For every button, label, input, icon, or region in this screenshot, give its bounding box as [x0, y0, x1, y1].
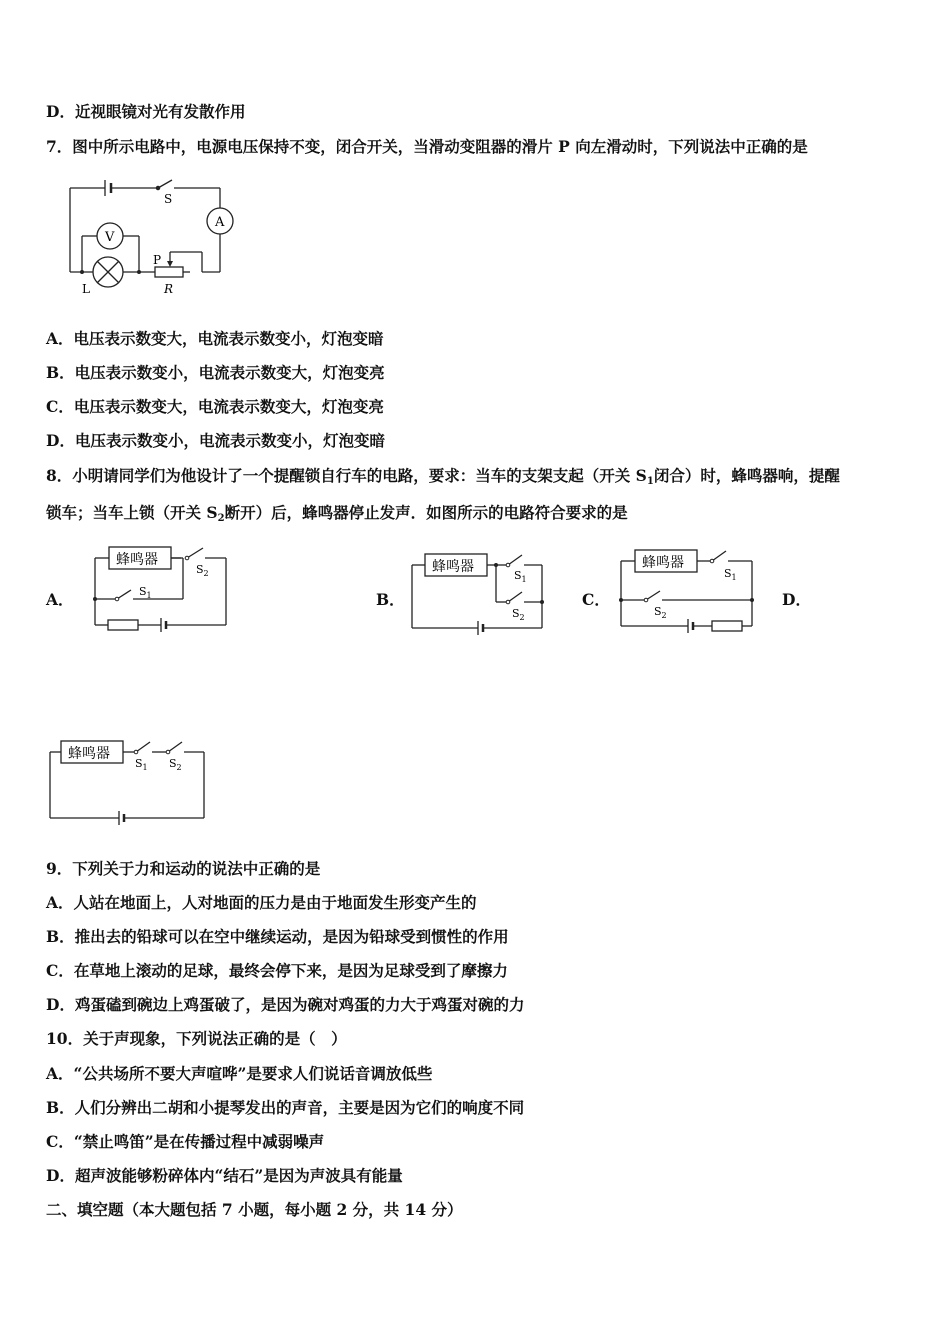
q7-option-a: A．电压表示数变大，电流表示数变小，灯泡变暗 [46, 329, 384, 348]
svg-text:S1: $S_1$ [514, 569, 527, 584]
svg-text:蜂鸣器: 蜂鸣器 [432, 559, 474, 575]
q7-stem: 7．图中所示电路中，电源电压保持不变，闭合开关，当滑动变阻器的滑片 P 向左滑动时，下列说法中正确的是 [46, 137, 808, 156]
svg-text:S1: $S_1$ [139, 585, 152, 600]
q6-option-d: D．近视眼镜对光有发散作用 [46, 102, 246, 121]
q7-label-r: R [164, 282, 174, 296]
q7-label-s: S [164, 192, 173, 206]
q8-circuit-b [408, 545, 548, 640]
q8-option-b-label: B． [376, 590, 405, 609]
q10-option-c: C．“禁止鸣笛”是在传播过程中减弱噪声 [46, 1132, 325, 1151]
q8-circuit-c [616, 543, 761, 638]
q8-option-c-label: C． [582, 590, 610, 609]
q7-option-b: B．电压表示数变小，电流表示数变大，灯泡变亮 [46, 363, 385, 382]
q7-circuit-diagram [60, 172, 250, 302]
q10-option-b: B．人们分辨出二胡和小提琴发出的声音，主要是因为它们的响度不同 [46, 1098, 525, 1117]
q7-label-a: A [215, 215, 225, 230]
q7-label-l: L [82, 282, 90, 296]
q10-stem: 10．关于声现象，下列说法正确的是（ ） [46, 1029, 347, 1048]
q10-option-d: D．超声波能够粉碎体内“结石”是因为声波具有能量 [46, 1166, 403, 1185]
buzzer-label: 蜂鸣器 [116, 552, 158, 568]
svg-text:S1: $S_1$ [724, 567, 737, 582]
svg-text:蜂鸣器: 蜂鸣器 [68, 746, 110, 762]
svg-text:S2: $S_2$ [654, 605, 667, 620]
q8-stem-line1: 8．小明请同学们为他设计了一个提醒锁自行车的电路，要求：当车的支架支起（开关 $S_1$闭合）时，蜂鸣器响，提醒 [46, 466, 840, 487]
q8-circuit-d [46, 735, 216, 830]
q8-circuit-a [85, 542, 235, 637]
svg-text:S2: $S_2$ [169, 757, 182, 772]
svg-text:S1: $S_1$ [135, 757, 148, 772]
q10-option-a: A．“公共场所不要大声喧哗”是要求人们说话音调放低些 [46, 1064, 433, 1083]
q7-label-v: V [105, 230, 115, 245]
q9-stem: 9．下列关于力和运动的说法中正确的是 [46, 859, 321, 878]
section-2-heading: 二、填空题（本大题包括 7 小题，每小题 2 分，共 14 分） [46, 1200, 463, 1219]
svg-text:蜂鸣器: 蜂鸣器 [642, 555, 684, 571]
svg-text:S2: $S_2$ [512, 607, 525, 622]
q8-option-a-label: A． [46, 590, 74, 609]
svg-text:S2: $S_2$ [196, 563, 209, 578]
q8-option-d-label: D． [782, 590, 811, 609]
q9-option-a: A．人站在地面上，人对地面的压力是由于地面发生形变产生的 [46, 893, 477, 912]
q7-option-d: D．电压表示数变小，电流表示数变小，灯泡变暗 [46, 431, 385, 450]
q9-option-d: D．鸡蛋磕到碗边上鸡蛋破了，是因为碗对鸡蛋的力大于鸡蛋对碗的力 [46, 995, 525, 1014]
q9-option-c: C．在草地上滚动的足球，最终会停下来，是因为足球受到了摩擦力 [46, 961, 508, 980]
q8-stem-line2: 锁车；当车上锁（开关 $S_2$断开）后，蜂鸣器停止发声．如图所示的电路符合要求的是 [46, 503, 628, 524]
q7-label-p: P [153, 253, 162, 267]
q7-option-c: C．电压表示数变大，电流表示数变大，灯泡变亮 [46, 397, 384, 416]
q9-option-b: B．推出去的铅球可以在空中继续运动，是因为铅球受到惯性的作用 [46, 927, 509, 946]
